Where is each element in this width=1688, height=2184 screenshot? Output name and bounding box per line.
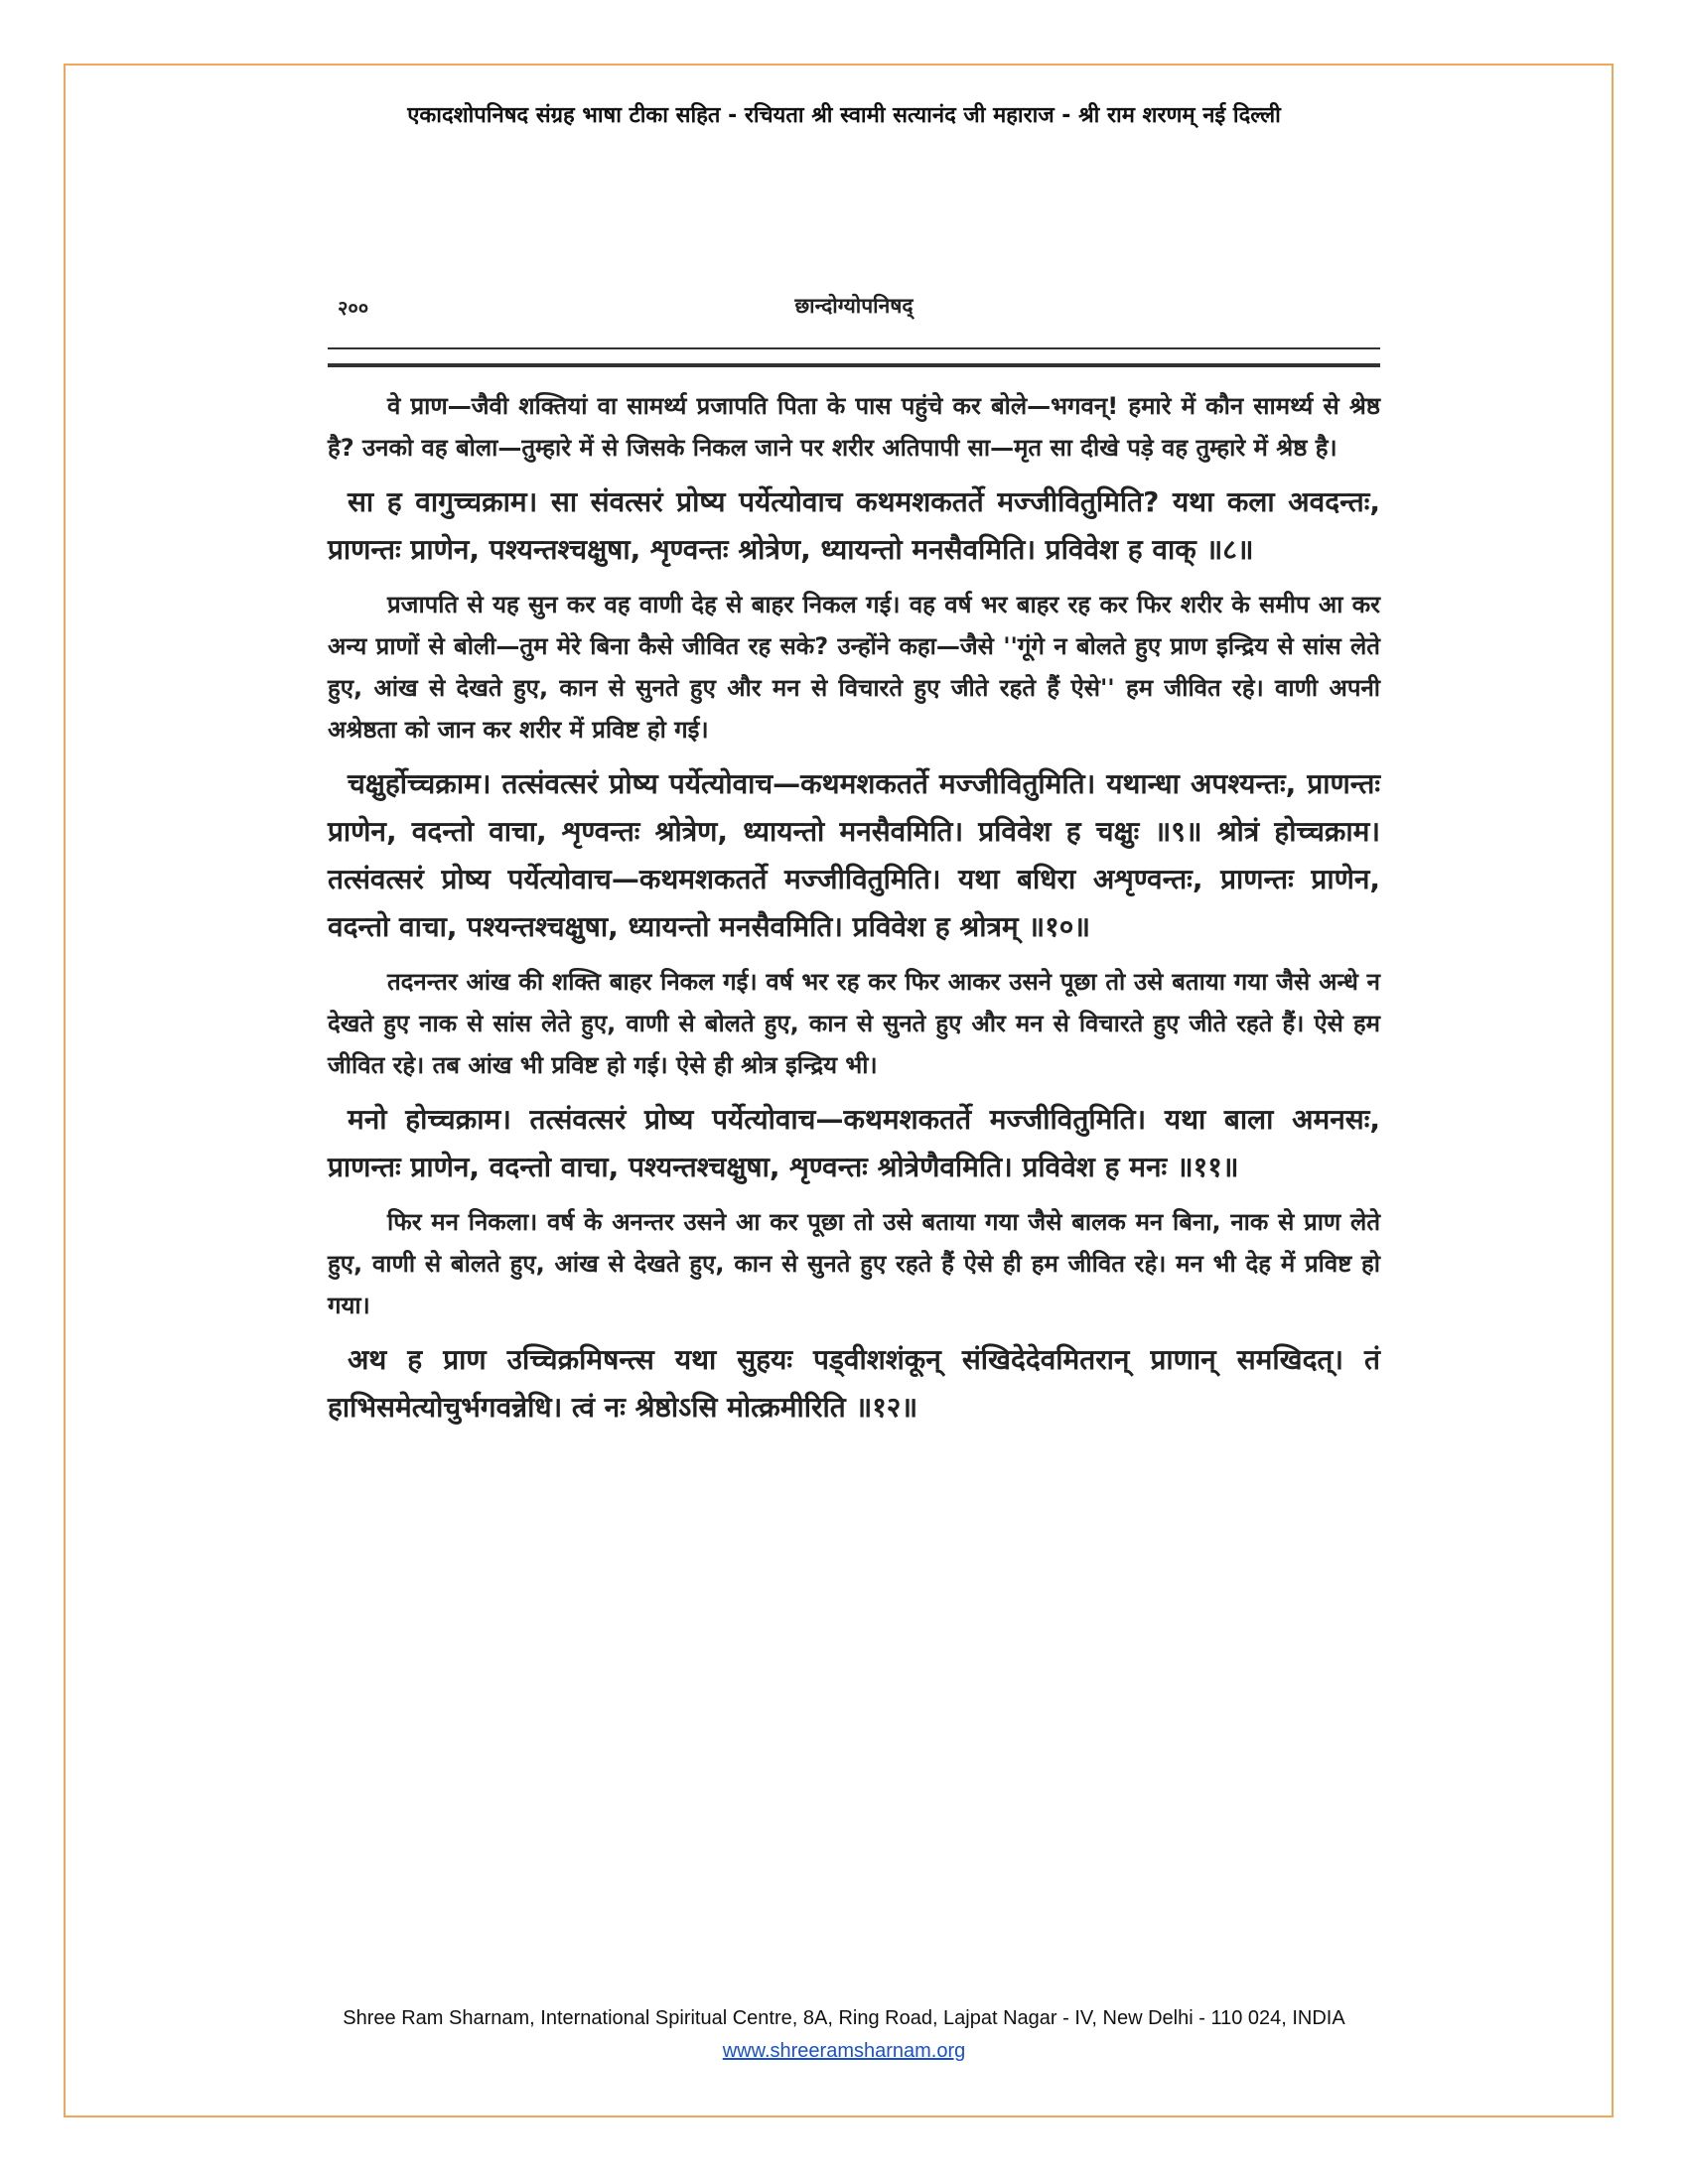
scanned-page: [328, 288, 1380, 1906]
sanskrit-verse: अथ ह प्राण उच्चिक्रमिषन्त्स यथा सुहयः पड्वीशशंकून् संखिदेदेवमितरान् प्राणान् समखिदत्। तं हाभिसमेत्योचुर्भगवन्नेधि। त्वं नः श्रेष्ठोऽसि मोत्क्रमीरिति ॥१२॥: [328, 1343, 1380, 1424]
sanskrit-verse: मनो होच्चक्राम। तत्संवत्सरं प्रोष्य पर्येत्योवाच—कथमशकतर्ते मज्जीवितुमिति। यथा बाला अमनसः, प्राणन्तः प्राणेन, वदन्तो वाचा, पश्यन्तश्चक्षुषा, शृण्वन्तः श्रोत्रेणैवमिति। प्रविवेश ह मनः ॥११॥: [328, 1103, 1380, 1183]
running-title: छान्दोग्योपनिषद्: [794, 294, 914, 318]
translation-paragraph: तदनन्तर आंख की शक्ति बाहर निकल गई। वर्ष भर रह कर फिर आकर उसने पूछा तो उसे बताया गया जैसे अन्धे न देखते हुए नाक से सांस लेते हुए, वाणी से बोलते हुए, कान से सुनते हुए और मन से विचारते हुए जीते रहते हैं। ऐसे हम जीवित रहे। तब आंख भी प्रविष्ट हो गई। ऐसे ही श्रोत्र इन्द्रिय भी।: [328, 968, 1380, 1079]
sanskrit-verse: चक्षुर्होच्चक्राम। तत्संवत्सरं प्रोष्य पर्येत्योवाच—कथमशकतर्ते मज्जीवितुमिति। यथान्धा अपश्यन्तः, प्राणन्तः प्राणेन, वदन्तो वाचा, शृण्वन्तः श्रोत्रेण, ध्यायन्तो मनसैवमिति। प्रविवेश ह चक्षुः ॥९॥ श्रोत्रं होच्चक्राम। तत्संवत्सरं प्रोष्य पर्येत्योवाच—कथमशकतर्ते मज्जीवितुमिति। यथा बधिरा अशृण्वन्तः, प्राणन्तः प्राणेन, वदन्तो वाचा, पश्यन्तश्चक्षुषा, ध्यायन्तो मनसैवमिति। प्रविवेश ह श्रोत्रम् ॥१०॥: [328, 767, 1380, 943]
running-head: [328, 288, 1380, 328]
double-rule-divider: [328, 347, 1380, 367]
translation-paragraph: वे प्राण—जैवी शक्तियां वा सामर्थ्य प्रजापति पिता के पास पहुंचे कर बोले—भगवन्! हमारे में कौन सामर्थ्य से श्रेष्ठ है? उनको वह बोला—तुम्हारे में से जिसके निकल जाने पर शरीर अतिपापी सा—मृत सा दीखे पड़े वह तुम्हारे में श्रेष्ठ है।: [328, 392, 1380, 462]
sanskrit-verse: सा ह वागुच्चक्राम। सा संवत्सरं प्रोष्य पर्येत्योवाच कथमशकतर्ते मज्जीवितुमिति? यथा कला अवदन्तः, प्राणन्तः प्राणेन, पश्यन्तश्चक्षुषा, शृण्वन्तः श्रोत्रेण, ध्यायन्तो मनसैवमिति। प्रविवेश ह वाक् ॥८॥: [328, 485, 1380, 566]
translation-paragraph: फिर मन निकला। वर्ष के अनन्तर उसने आ कर पूछा तो उसे बताया गया जैसे बालक मन बिना, नाक से प्राण लेते हुए, वाणी से बोलते हुए, आंख से देखते हुए, कान से सुनते हुए रहते हैं ऐसे ही हम जीवित रहे। मन भी देह में प्रविष्ट हो गया।: [328, 1208, 1380, 1319]
website-link[interactable]: www.shreeramsharnam.org: [722, 2040, 966, 2062]
footer-address: Shree Ram Sharnam, International Spiritual Centre, 8A, Ring Road, Lajpat Nagar - IV, New Delhi - 110 024, INDIA: [343, 2007, 1345, 2029]
translation-paragraph: प्रजापति से यह सुन कर वह वाणी देह से बाहर निकल गई। वह वर्ष भर बाहर रह कर फिर शरीर के समीप आ कर अन्य प्राणों से बोली—तुम मेरे बिना कैसे जीवित रह सके? उन्होंने कहा—जैसे ''गूंगे न बोलते हुए प्राण इन्द्रिय से सांस लेते हुए, आंख से देखते हुए, कान से सुनते हुए और मन से विचारते हुए जीते रहते हैं ऐसे'' हम जीवित रहे। वाणी अपनी अश्रेष्ठता को जान कर शरीर में प्रविष्ट हो गई।: [328, 591, 1380, 744]
footer-website: [0, 2040, 1688, 2063]
page-number: २००: [338, 296, 369, 320]
document-header: एकादशोपनिषद संग्रह भाषा टीका सहित - रचियता श्री स्वामी सत्यानंद जी महाराज - श्री राम शरणम् नई दिल्ली: [407, 103, 1281, 128]
